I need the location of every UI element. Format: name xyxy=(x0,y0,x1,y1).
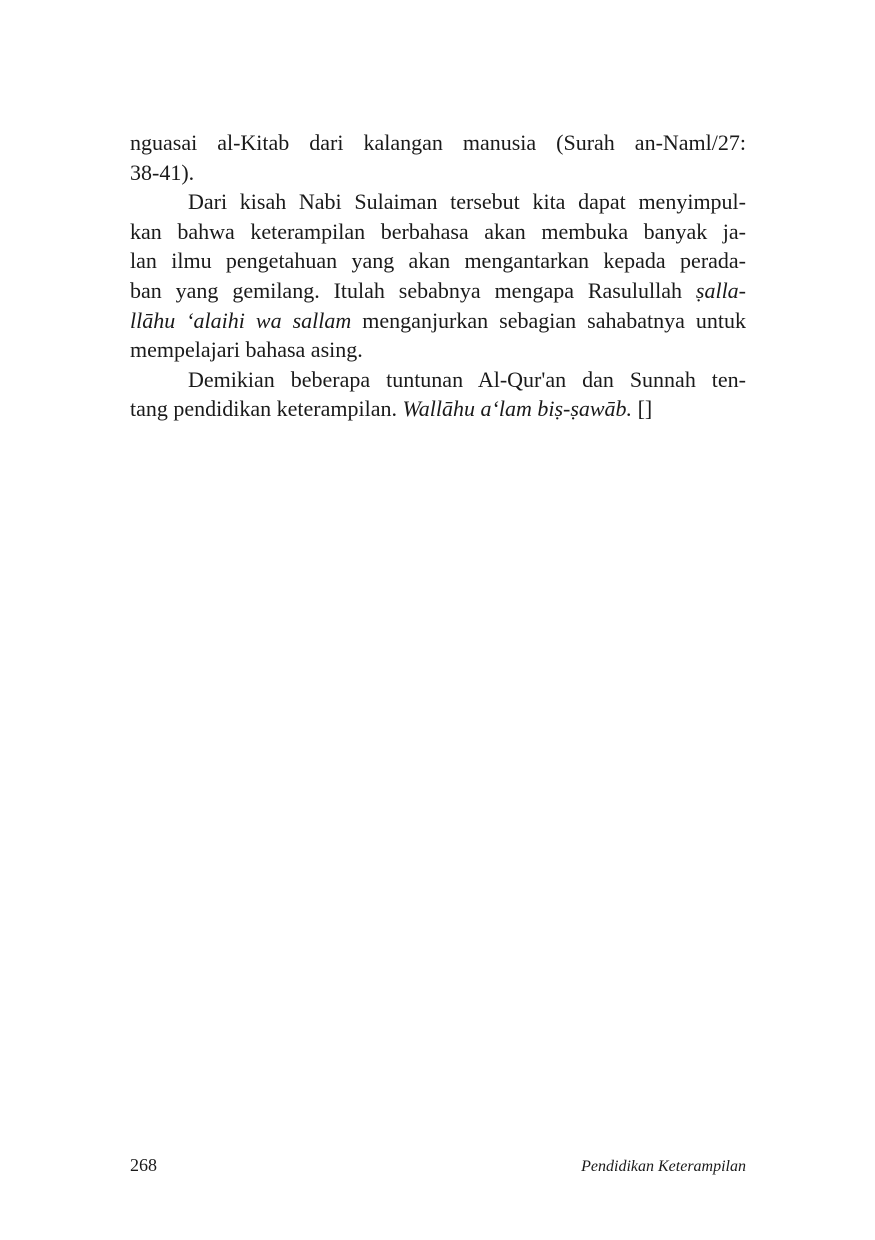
paragraph-2-line-4 xyxy=(130,276,746,306)
paragraph-2-line-3: lan ilmu pengetahuan yang akan mengantarkan kepada perada- xyxy=(130,248,746,274)
paragraph-1-line-2: 38-41). xyxy=(130,159,195,185)
page-number: 268 xyxy=(130,1155,157,1175)
paragraph-1-line-1: nguasai al-Kitab dari kalangan manusia (Surah an-Naml/27: xyxy=(130,130,746,155)
body-text xyxy=(130,128,746,424)
paragraph-2-line-4-text: ban yang gemilang. Itulah sebabnya mengapa Rasulullah xyxy=(130,277,682,303)
paragraph-2-line-5 xyxy=(130,306,746,336)
running-title: Pendidikan Keterampilan xyxy=(581,1158,746,1175)
end-mark: [] xyxy=(637,396,653,422)
page-footer xyxy=(130,1155,746,1176)
paragraph-3-line-2-text: tang pendidikan keterampilan. xyxy=(130,396,397,422)
paragraph-3-line-1: Demikian beberapa tuntunan Al-Qur'an dan Sunnah ten- xyxy=(188,366,746,392)
paragraph-2-line-1: Dari kisah Nabi Sulaiman tersebut kita dapat menyimpul- xyxy=(188,189,746,215)
paragraph-2-line-5-text: menganjurkan sebagian sahabatnya untuk xyxy=(362,307,746,333)
paragraph-3-line-2-italic: Wallāhu a‘lam biṣ-ṣawāb. xyxy=(402,396,633,422)
paragraph-2-line-2: kan bahwa keterampilan berbahasa akan membuka banyak ja- xyxy=(130,218,746,244)
paragraph-3-line-2 xyxy=(130,394,746,424)
paragraph-2-line-4-italic: ṣalla- xyxy=(695,277,747,303)
paragraph-2-line-6: mempelajari bahasa asing. xyxy=(130,337,363,363)
paragraph-2-line-5-italic: llāhu ‘alaihi wa sallam xyxy=(130,307,352,333)
